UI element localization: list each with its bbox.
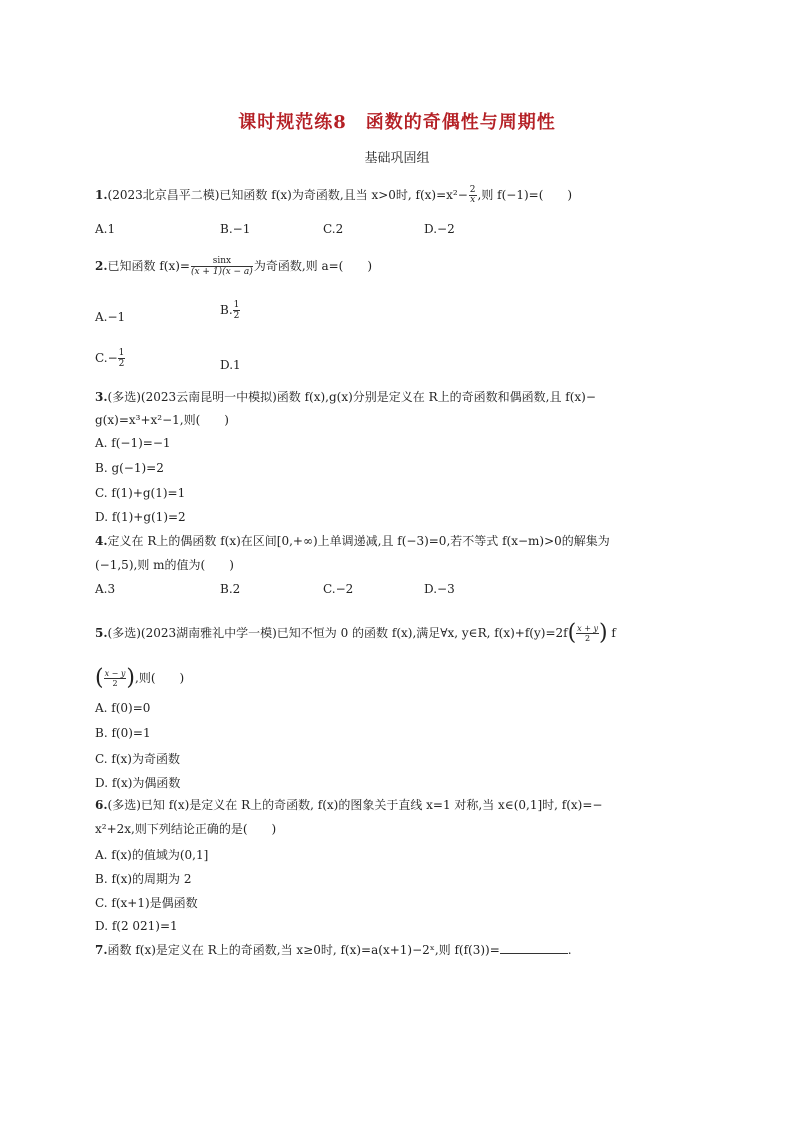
fraction: $\frac{x + y}{2}$ (577, 624, 598, 643)
option-a: A.1 (95, 222, 116, 236)
option-c: C. f(x+1)是偶函数 (95, 896, 198, 910)
page-title: 课时规范练8 函数的奇偶性与周期性 (238, 112, 556, 133)
option-d: D.1 (220, 358, 241, 372)
question-number: 4. (95, 534, 108, 548)
question-4 (95, 532, 610, 550)
question-4-line-2: (−1,5),则 m的值为( ) (95, 558, 234, 572)
question-3 (95, 388, 596, 406)
option-b: B. $\frac{1}{2}$ (220, 300, 240, 321)
question-text: 函数 f(x)是定义在 R上的奇函数,当 x≥0时, f(x)=a(x+1)−2ˣ,则 f(f(3))= (107, 943, 500, 957)
question-text: 为奇函数,则 a=( ) (253, 259, 373, 273)
question-number: 3. (95, 390, 108, 404)
question-1 (95, 186, 572, 205)
option-a: A. f(x)的值域为(0,1] (95, 848, 209, 862)
option-b: B. g(−1)=2 (95, 461, 164, 475)
fraction: $\frac{2}{x}$ (469, 185, 476, 205)
question-5-line-2: ( $\frac{x - y}{2}$ ),则( ) (95, 665, 185, 691)
option-d: D. f(2 021)=1 (95, 919, 178, 933)
question-3-line-2: g(x)=x³+x²−1,则( ) (95, 413, 229, 427)
question-7: 7.函数 f(x)是定义在 R上的奇函数,当 x≥0时, f(x)=a(x+1)−2ˣ,则 f(f(3))= . (95, 943, 572, 957)
option-a: A. f(−1)=−1 (95, 436, 171, 450)
option-a: A.3 (95, 582, 116, 596)
option-c: C. f(1)+g(1)=1 (95, 486, 186, 500)
fraction: $\frac{1}{2}$ (118, 348, 125, 369)
question-2 (95, 256, 372, 277)
fraction: $\frac{\sin x}{(x + 1)(x - a)}$ (190, 256, 253, 277)
option-d: D. f(x)为偶函数 (95, 776, 181, 790)
question-text: (多选)(2023云南昆明一中模拟)函数 f(x),g(x)分别是定义在 R上的奇函数和偶函数,且 f(x)− (107, 390, 596, 404)
question-text: 定义在 R上的偶函数 f(x)在区间[0,+∞)上单调递减,且 f(−3)=0,若不等式 f(x−m)>0的解集为 (107, 534, 610, 548)
option-a: A. f(0)=0 (95, 701, 151, 715)
fraction: $\frac{1}{2}$ (233, 300, 240, 321)
option-d: D.−3 (424, 582, 455, 596)
question-text: (多选)(2023湖南雅礼中学一模)已知不恒为 0 的函数 f(x),满足∀x, y∈R, f(x)+f(y)=2f (107, 626, 568, 640)
question-5: 5.(多选)(2023湖南雅礼中学一模)已知不恒为 0 的函数 f(x),满足∀x, y∈R, f(x)+f(y)=2f( $\frac{x + y}{2}$ ) f (95, 620, 616, 646)
question-number: 1. (95, 188, 108, 202)
option-a: A.−1 (95, 310, 126, 324)
option-c: C.2 (323, 222, 344, 236)
question-number: 2. (95, 259, 108, 273)
option-d: D. f(1)+g(1)=2 (95, 510, 186, 524)
question-text: 已知函数 f(x)= (107, 259, 190, 273)
question-text: ,则 f(−1)=( ) (477, 188, 573, 202)
question-6 (95, 796, 602, 814)
option-b: B. f(0)=1 (95, 726, 151, 740)
question-text: (2023北京昌平二模)已知函数 f(x)为奇函数,且当 x>0时, f(x)=x²− (107, 188, 468, 202)
question-6-line-2: x²+2x,则下列结论正确的是( ) (95, 822, 277, 836)
option-c: C. f(x)为奇函数 (95, 752, 180, 766)
question-number: 7. (95, 943, 108, 957)
fraction: $\frac{x - y}{2}$ (104, 669, 126, 688)
question-text: (多选)已知 f(x)是定义在 R上的奇函数, f(x)的图象关于直线 x=1 对称,当 x∈(0,1]时, f(x)=− (107, 798, 603, 812)
question-number: 5. (95, 626, 108, 640)
option-b: B.2 (220, 582, 241, 596)
option-d: D.−2 (424, 222, 455, 236)
option-c: C.− $\frac{1}{2}$ (95, 348, 125, 369)
option-b: B.−1 (220, 222, 251, 236)
option-b: B. f(x)的周期为 2 (95, 872, 192, 886)
section-heading: 基础巩固组 (364, 151, 430, 166)
question-number: 6. (95, 798, 108, 812)
option-c: C.−2 (323, 582, 354, 596)
answer-blank[interactable] (500, 941, 568, 954)
